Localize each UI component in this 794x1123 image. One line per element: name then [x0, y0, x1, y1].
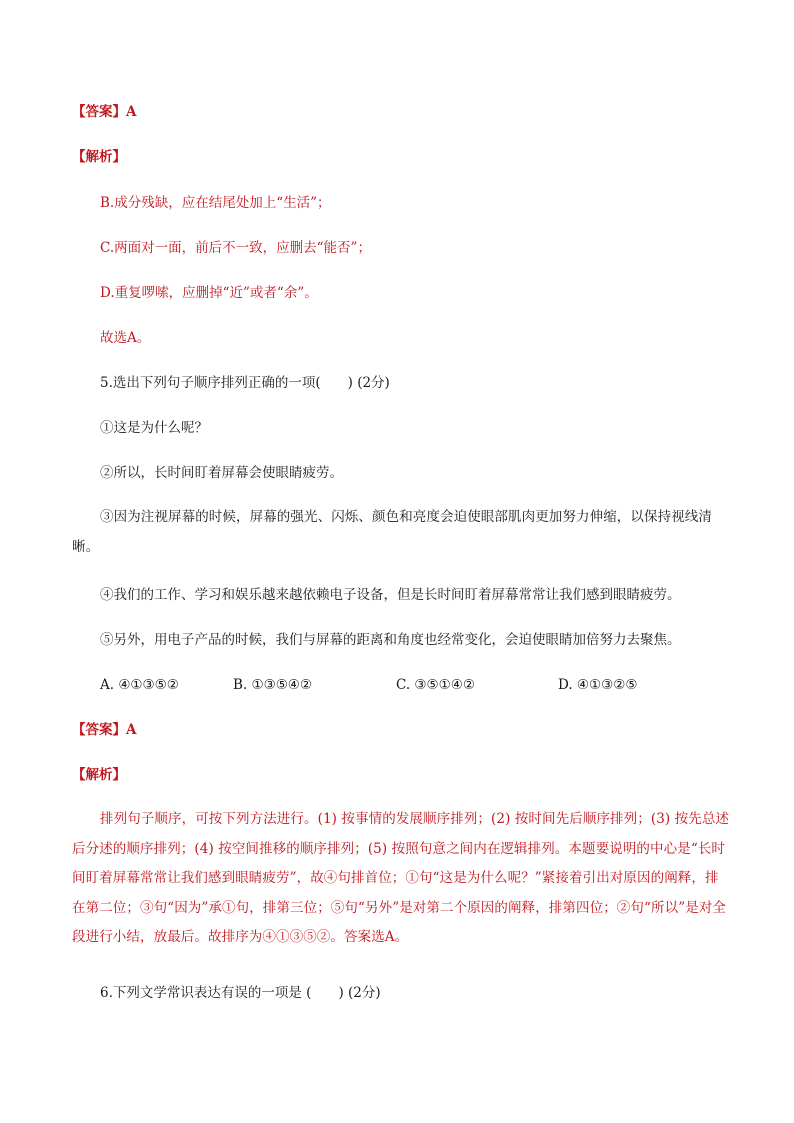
answer-1-label: 【答案】	[72, 104, 126, 120]
analysis-2-text: 排列句子顺序，可按下列方法进行。(1) 按事情的发展顺序排列；(2) 按时间先后顺序排列；(3) 按先总述后分述的顺序排列；(4) 按空间推移的顺序排列；(5) 按照句意之间内在逻辑排列。本题要说明的中心是“长时间盯着屏幕常常让我们感到眼睛疲劳”，故④句排首位；①句“这是为什么呢？”紧接着引出对原因的阐释，排在第二位；③句“因为”承①句，排第三位；⑤句“另外”是对第二个原因的阐释，排第四位；②句“所以”是对全段进行小结，放最后。故排序为④①③⑤②。答案选A。	[72, 811, 730, 945]
option-b: B. ①③⑤④②	[233, 677, 313, 693]
answer-1	[72, 104, 732, 120]
analysis-2-label: 【解析】	[72, 767, 126, 783]
analysis-1-line-d: D.重复啰嗦，应删掉“近”或者“余”。	[100, 285, 318, 301]
option-d: D. ④①③②⑤	[558, 677, 638, 693]
answer-1-value: A	[126, 104, 137, 120]
sentence-4: ④我们的工作、学习和娱乐越来越依赖电子设备，但是长时间盯着屏幕常常让我们感到眼睛疲劳。	[100, 587, 681, 603]
sentence-2: ②所以，长时间盯着屏幕会使眼睛疲劳。	[100, 465, 343, 481]
analysis-1-conclusion: 故选A。	[100, 330, 151, 346]
analysis-1-line-b: B.成分残缺，应在结尾处加上“生活”；	[100, 195, 331, 211]
answer-2	[72, 722, 732, 738]
sentence-1: ①这是为什么呢？	[100, 420, 208, 436]
question-5-title: 5.选出下列句子顺序排列正确的一项( ) (2分)	[100, 375, 390, 391]
analysis-1-line-c: C.两面对一面，前后不一致，应删去“能否”；	[100, 240, 371, 256]
sentence-5: ⑤另外，用电子产品的时候，我们与屏幕的距离和角度也经常变化，会迫使眼睛加倍努力去聚焦。	[100, 632, 681, 648]
sentence-3: ③因为注视屏幕的时候，屏幕的强光、闪烁、颜色和亮度会迫使眼部肌肉更加努力伸缩，以保持视线清晰。	[72, 509, 712, 555]
option-c: C. ③⑤①④②	[396, 677, 475, 693]
analysis-1-label: 【解析】	[72, 149, 126, 165]
answer-2-value: A	[126, 722, 137, 738]
answer-2-label: 【答案】	[72, 722, 126, 738]
question-6-title: 6.下列文学常识表达有误的一项是 ( ) (2分)	[100, 985, 381, 1001]
option-a: A. ④①③⑤②	[100, 677, 179, 693]
